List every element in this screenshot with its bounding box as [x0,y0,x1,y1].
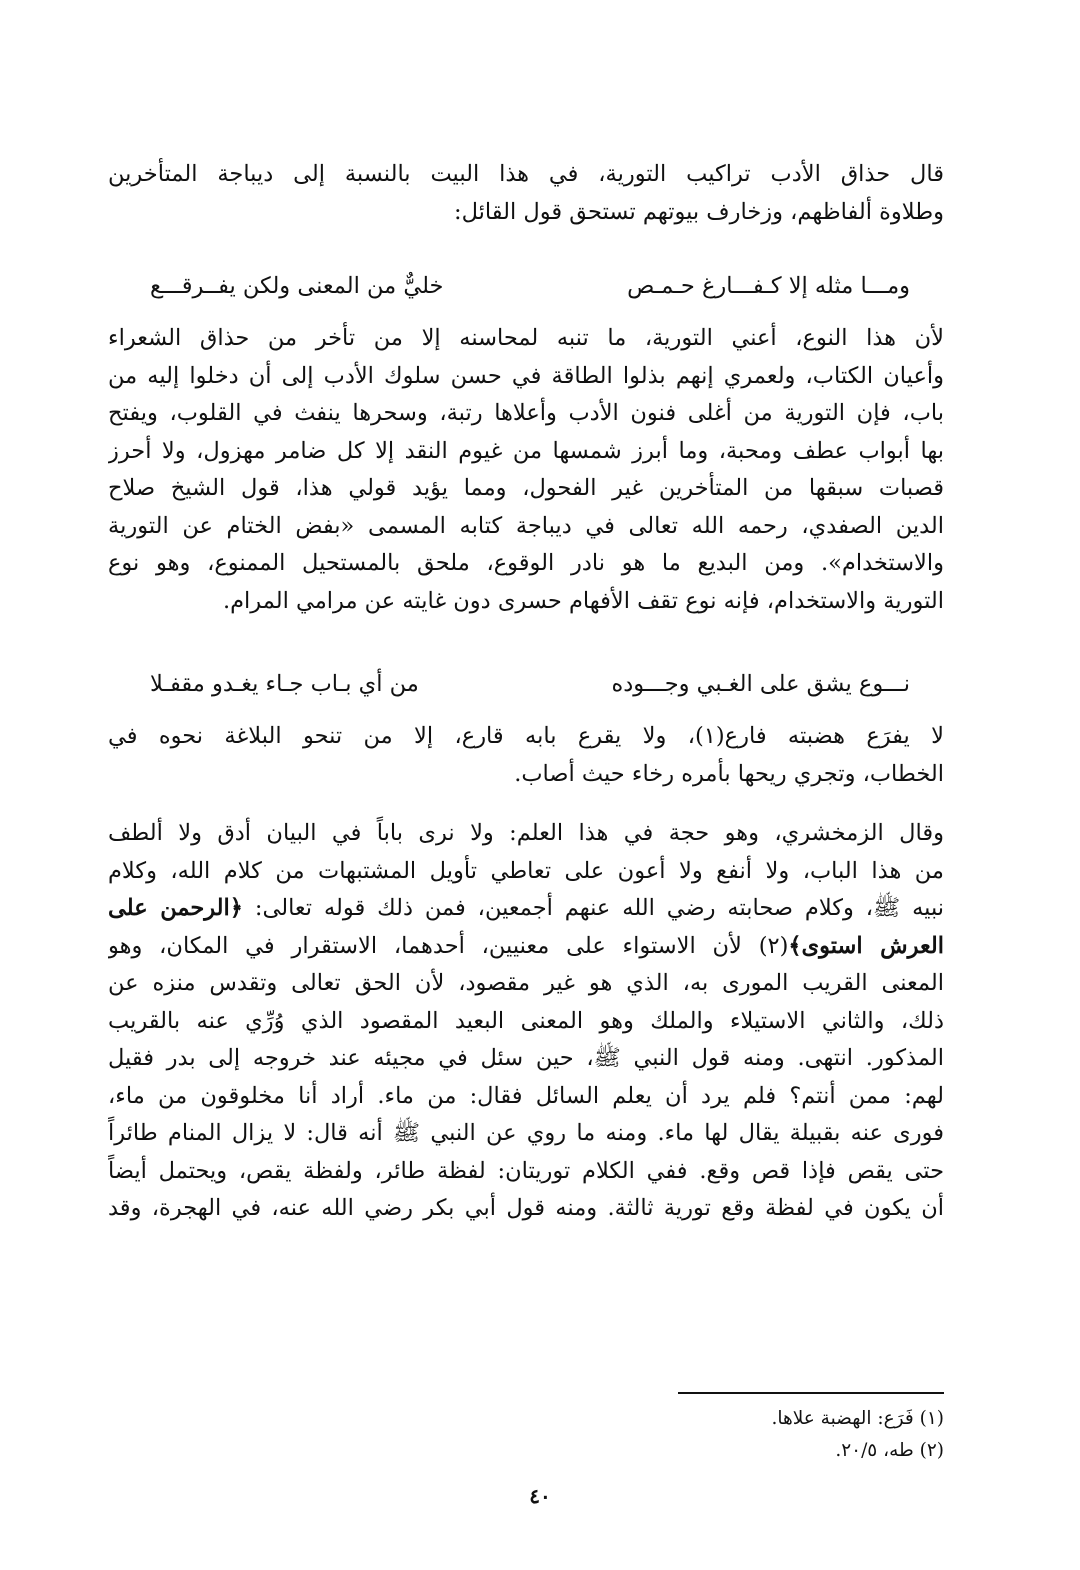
text-line: الدين الصفدي، رحمه الله تعالى في ديباجة كتابه المسمى «بفض الختام عن التورية [108,512,944,539]
text-line: حتى يقص فإذا قص وقع. ففي الكلام توريتان: لفظة طائر، ولفظة يقص، ويحتمل أيضاً [108,1157,944,1184]
paragraph-3 [108,718,944,793]
text-line: الخطاب، وتجري ريحها بأمره رخاء حيث أصاب. [514,760,944,787]
text-line: باب، فإن التورية من أغلى فنون الأدب وأعلاها رتبة، وسحرها ينفث في القلوب، ويفتح [108,400,944,426]
text-line: بها أبواب عطف ومحبة، وما أبرز شمسها من غيوم النقد إلا كل ضامر مهزول، ولا أحرز [108,437,944,464]
paragraph-1 [108,156,944,231]
text-line: لهم: ممن أنتم؟ فلم يرد أن يعلم السائل فقال: من ماء. أراد أنا مخلوقون من ماء، [108,1082,944,1109]
text-line: وطلاوة ألفاظهم، وزخارف بيوتهم تستحق قول القائل: [454,198,944,225]
footnote-2: (٢) طه، ٢٠/٥. [835,1440,944,1461]
quran-quote: ﴿الرحمن على [108,895,243,921]
text-line: من هذا الباب، ولا أنفع ولا أعون على تعاطي تأويل المشتبهات من كلام الله، وكلام [108,857,944,884]
footnote-1: (١) فَرَع: الهضبة علاها. [771,1408,944,1429]
verse-hemistich-second: خليٌّ من المعنى ولكن يفــرقـــع [150,273,444,299]
text-line: المعنى القريب المورى به، الذي هو غير مقصود، لأن الحق تعالى وتقدس منزه عن [108,970,944,996]
footnote-separator [678,1392,944,1394]
text-line: ذلك، والثاني الاستيلاء والملك وهو المعنى البعيد المقصود الذي وُرِّي عنه بالقريب [108,1007,944,1034]
text-line: لأن هذا النوع، أعني التورية، ما تنبه لمحاسنه إلا من تأخر من حذاق الشعراء [108,325,944,351]
quran-quote: العرش استوى﴾ [788,932,944,959]
text-line [108,928,944,966]
text-line: المذكور. انتهى. ومنه قول النبي ﷺ، حين سئل في مجيئه عند خروجه إلى بدر فقيل [108,1045,944,1071]
verse-2 [150,664,910,704]
verse-hemistich-second: من أي بـاب جـاء يغـدو مقفـلا [150,671,419,697]
text-line: فورى عنه بقبيلة يقال لها ماء. ومنه ما روي عن النبي ﷺ أنه قال: لا يزال المنام طائراً [108,1120,944,1146]
verse-1 [150,266,910,306]
verse-hemistich-first: نـــوع يشق على الغـبي وجـــوده [611,671,910,697]
text-line: أن يكون في لفظة وقع تورية ثالثة. ومنه قول أبي بكر رضي الله عنه، في الهجرة، وقد [108,1195,944,1221]
line-text: نبيه ﷺ، وكلام صحابته رضي الله عنهم أجمعين، فمن ذلك قوله تعالى: [242,895,944,921]
line-text: (٢) لأن الاستواء على معنيين، أحدهما، الاستقرار في المكان، وهو [108,932,789,959]
text-line: قصبات سبقها من المتأخرين غير الفحول، ومما يؤيد قولي هذا، قول الشيخ صلاح [108,475,944,501]
text-line: والاستخدام». ومن البديع ما هو نادر الوقوع، ملحق بالمستحيل الممنوع، وهو نوع [108,550,944,576]
text-line: وقال الزمخشري، وهو حجة في هذا العلم: ولا نرى باباً في البيان أدق ولا ألطف [108,820,944,846]
text-line: قال حذاق الأدب تراكيب التورية، في هذا البيت بالنسبة إلى ديباجة المتأخرين [108,161,944,187]
text-line [108,890,944,928]
text-line: وأعيان الكتاب، ولعمري إنهم بذلوا الطاقة في حسن سلوك الأدب إلى أن دخلوا إليه من [108,362,944,389]
text-line: التورية والاستخدام، فإنه نوع تقف الأفهام حسرى دون غايته عن مرامي المرام. [222,587,944,614]
text-line: لا يفرَع هضبته فارع(١)، ولا يقرع بابه قارع، إلا من تنحو البلاغة نحوه في [108,723,944,749]
page-number: ٤٠ [529,1484,551,1508]
paragraph-2 [108,320,944,620]
paragraph-4 [108,815,944,1228]
verse-hemistich-first: ومـــا مثله إلا كـفـــارغ حـمـص [627,273,910,299]
